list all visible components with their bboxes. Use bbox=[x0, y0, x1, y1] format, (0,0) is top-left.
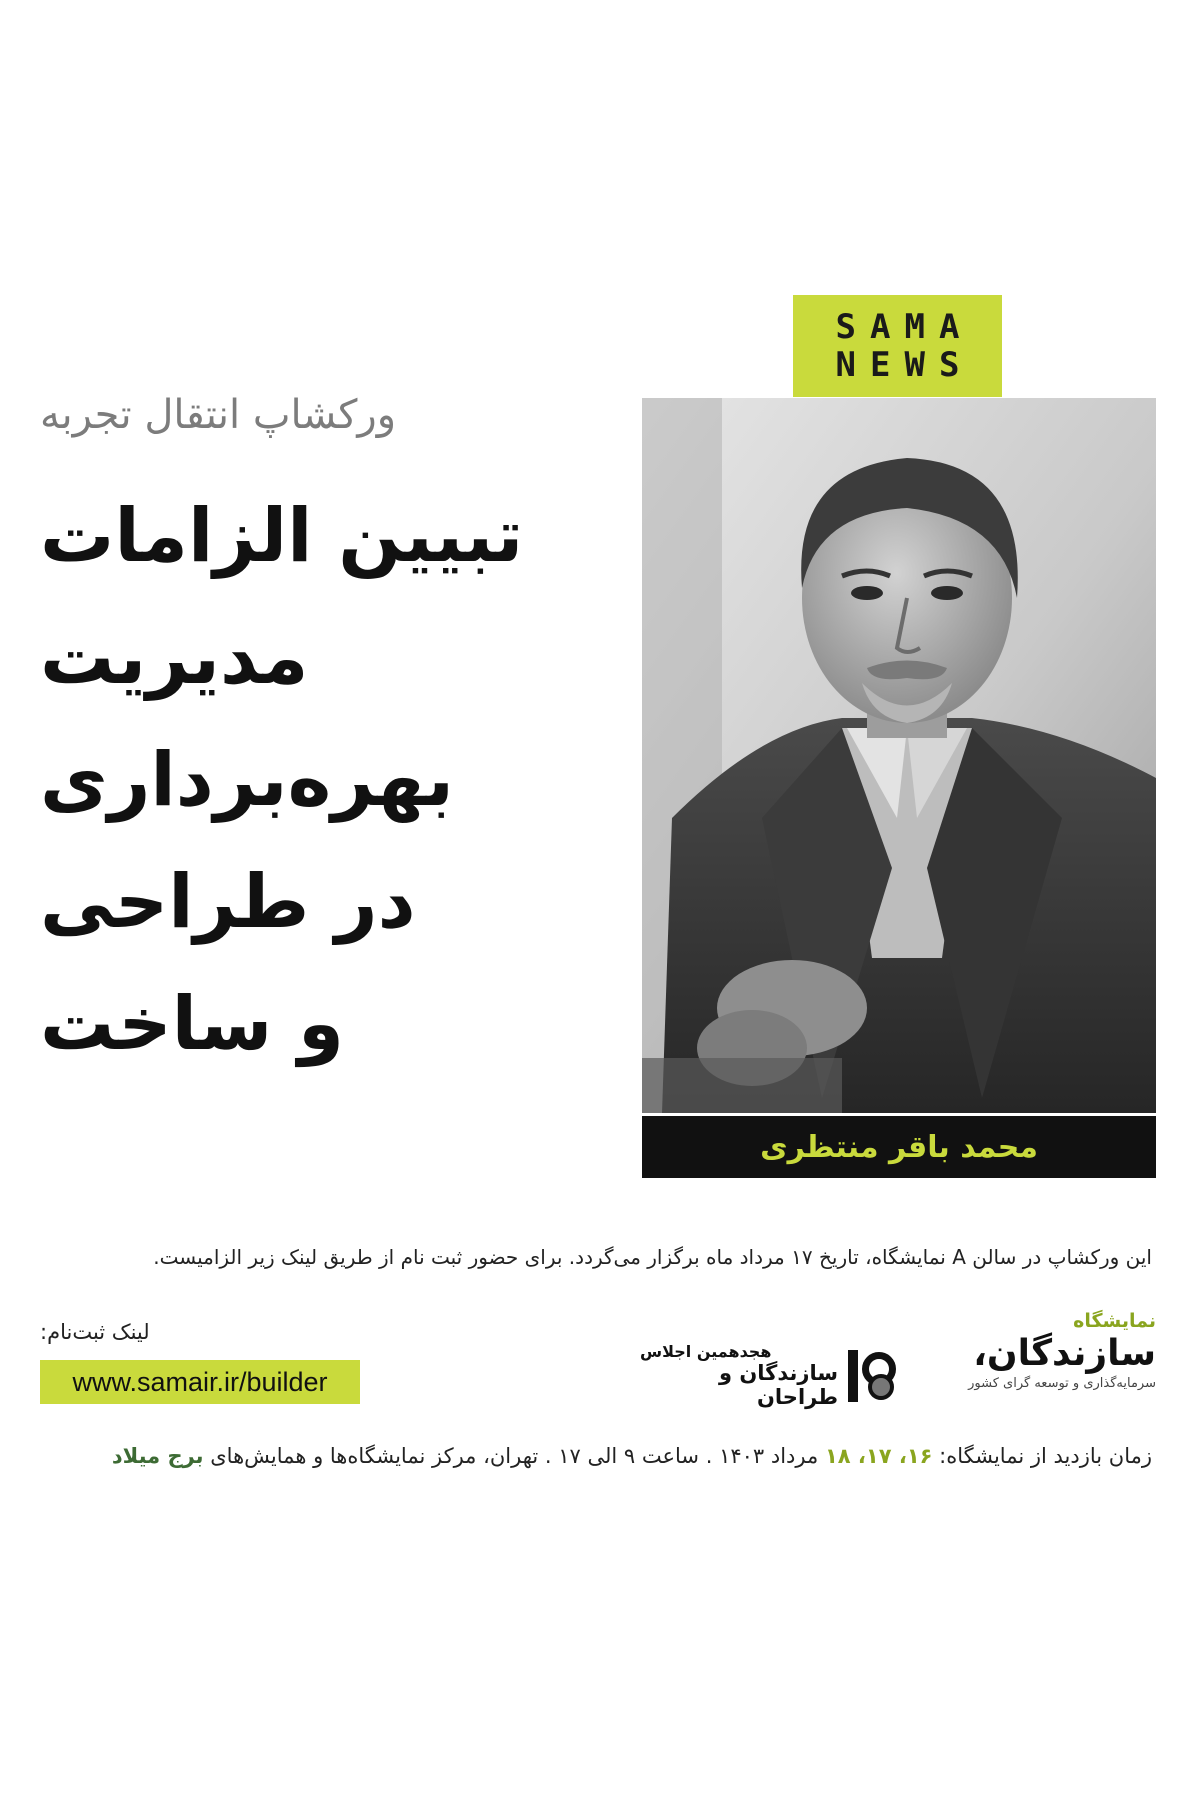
exhibition-logo-main: سازندگان، bbox=[973, 1333, 1156, 1374]
title-line: تبیین الزامات bbox=[40, 493, 524, 579]
exhibition-logo bbox=[908, 1310, 1156, 1410]
title-line: مدیریت bbox=[40, 615, 309, 701]
visit-dates: ۱۶، ۱۷، ۱۸ bbox=[824, 1444, 933, 1468]
exhibition-logo-sub: سرمایه‌گذاری و توسعه گرای کشور bbox=[968, 1376, 1156, 1391]
visit-info bbox=[40, 1444, 1152, 1468]
visit-prefix: زمان بازدید از نمایشگاه: bbox=[939, 1444, 1152, 1468]
workshop-kicker: ورکشاپ انتقال تجربه bbox=[40, 392, 397, 438]
workshop-title bbox=[40, 475, 560, 1085]
registration-label: لینک ثبت‌نام: bbox=[40, 1320, 150, 1344]
visit-details: مرداد ۱۴۰۳ . ساعت ۹ الی ۱۷ . تهران، مرکز نمایشگاه‌ها و همایش‌های bbox=[210, 1444, 819, 1468]
registration-link[interactable]: www.samair.ir/builder bbox=[40, 1360, 360, 1404]
visit-venue: برج میلاد bbox=[111, 1444, 204, 1468]
speaker-name-bar bbox=[642, 1116, 1156, 1178]
speaker-photo bbox=[642, 398, 1156, 1113]
conference-logo-top: هجدهمین اجلاس bbox=[640, 1341, 772, 1361]
speaker-portrait-image bbox=[642, 398, 1156, 1113]
eighteen-badge-icon bbox=[848, 1346, 900, 1404]
workshop-description: این ورکشاپ در سالن A نمایشگاه، تاریخ ۱۷ مرداد ماه برگزار می‌گردد. برای حضور ثبت نام از طریق لینک زیر الزامیست. bbox=[153, 1245, 1152, 1269]
conference-logo bbox=[640, 1340, 900, 1410]
logo-line-2: NEWS bbox=[835, 345, 974, 385]
logo-line-1: SAMA bbox=[835, 307, 974, 347]
title-line: بهره‌برداری bbox=[40, 737, 454, 823]
exhibition-logo-top: نمایشگاه bbox=[1073, 1310, 1156, 1332]
conference-logo-bottom: سازندگان و طراحان bbox=[718, 1360, 838, 1409]
speaker-name: محمد باقر منتظری bbox=[760, 1129, 1038, 1165]
title-line: در طراحی bbox=[40, 859, 416, 945]
title-line: و ساخت bbox=[40, 981, 344, 1067]
sama-news-logo bbox=[793, 295, 1002, 397]
